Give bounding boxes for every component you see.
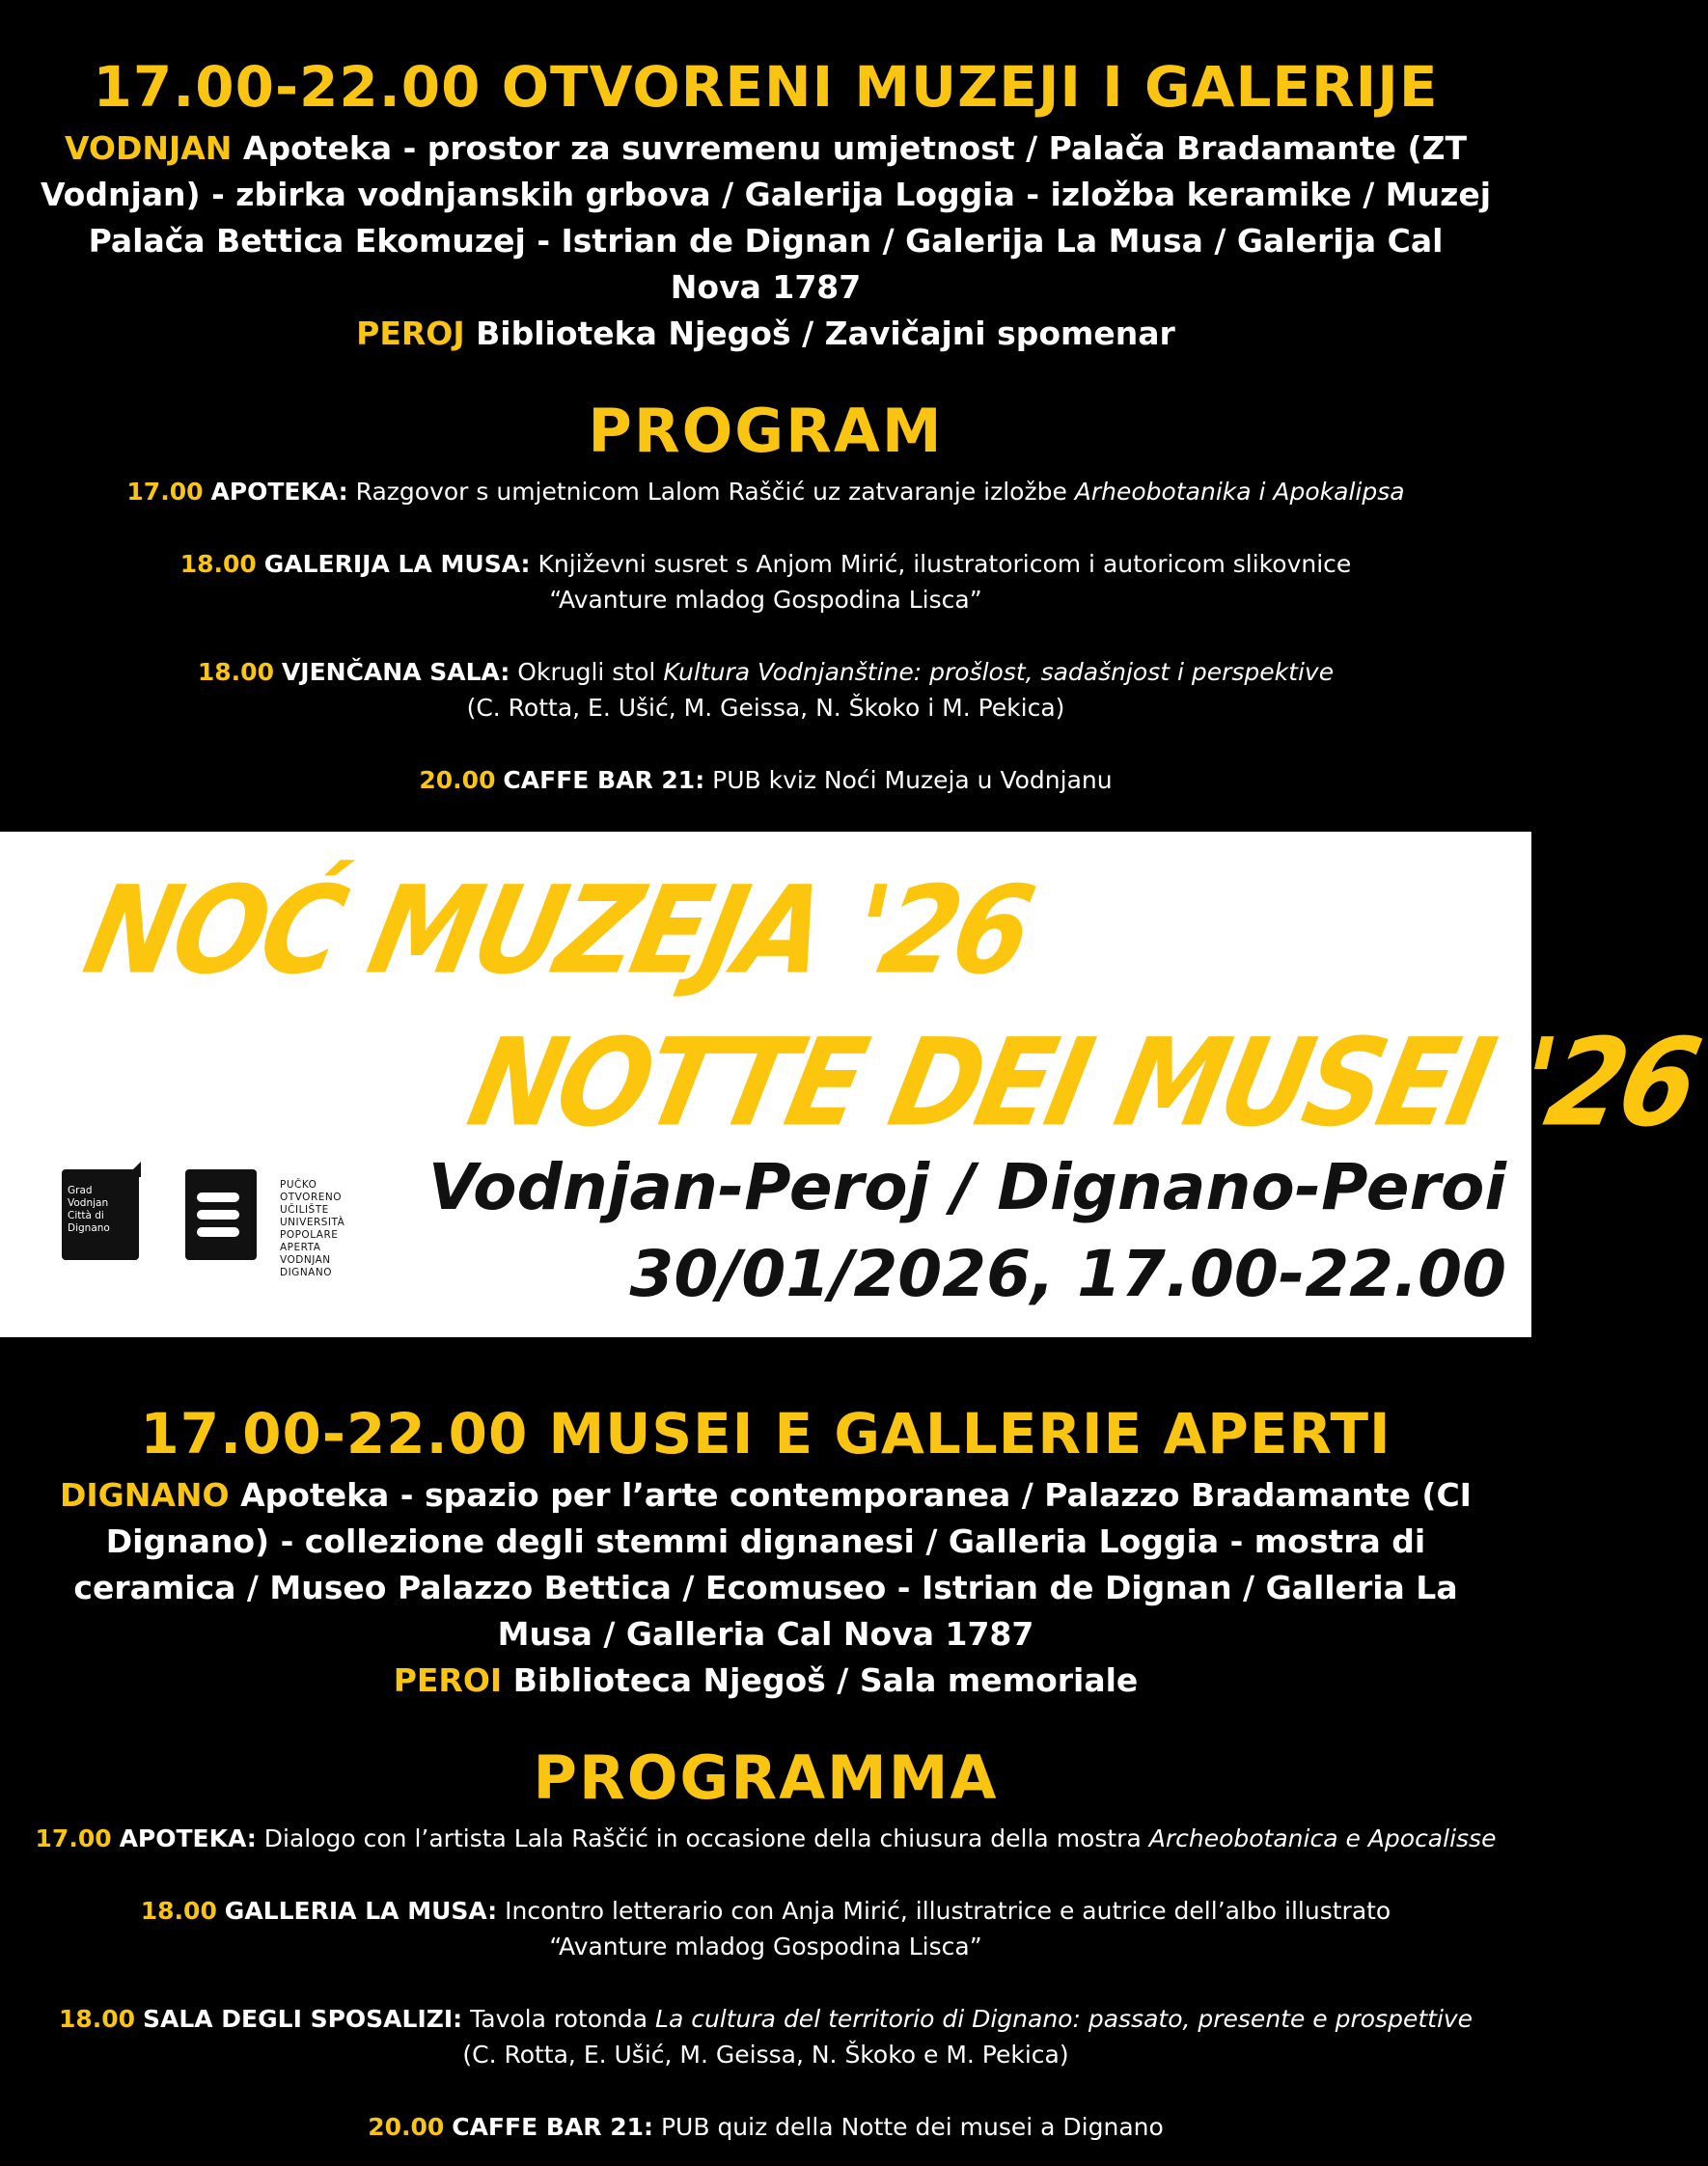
pou-logo-icon [185, 1169, 257, 1260]
it-venues [0, 1472, 1531, 1704]
hr-program-list [0, 474, 1531, 798]
it-program-item: 20.00 CAFFE BAR 21: PUB quiz della Notte dei musei a Dignano [368, 2113, 1164, 2141]
it-program-item: 17.00 APOTEKA: Dialogo con l’artista Lala Raščić in occasione della chiusura della mostra Archeobotanica e Apocalisse [35, 1824, 1497, 1852]
it-program-list [0, 1821, 1531, 2145]
event-date: 30/01/2026, 17.00-22.00 [629, 1237, 1506, 1311]
it-header: 17.00-22.00 MUSEI E GALLERIE APERTI [140, 1401, 1391, 1467]
pou-logo-text: PUČKO OTVORENO UČILIŠTE UNIVERSITÀ POPOLARE APERTA VODNJAN DIGNANO [280, 1179, 345, 1278]
title-it: NOTTE DEI MUSEI '26 [457, 1013, 1708, 1154]
croatian-section [0, 0, 1531, 832]
it-program-title: PROGRAMMA [533, 1742, 999, 1813]
it-venue-dignano: DIGNANO Apoteka - spazio per l’arte contemporanea / Palazzo Bradamante (CI Dignano) - collezione degli stemmi dignanesi / Galleria Loggia - mostra di ceramica / Museo Palazzo Bettica / Ecomuseo - Istrian de Dignan / Galleria La Musa / Galleria Cal Nova 1787 [60, 1476, 1472, 1653]
hr-venue-vodnjan: VODNJAN Apoteka - prostor za suvremenu umjetnost / Palača Bradamante (ZT Vodnjan) - zbirka vodnjanskih grbova / Galerija Loggia - izložba keramike / Muzej Palača Bettica Ekomuzej - Istrian de Dignan / Galerija La Musa / Galerija Cal Nova 1787 [40, 129, 1492, 306]
hr-venue-peroj: PEROJ Biblioteka Njegoš / Zavičajni spomenar [356, 315, 1175, 352]
hr-program-item: 18.00 GALERIJA LA MUSA: Književni susret s Anjom Mirić, ilustratoricom i autoricom slikovnice “Avanture mladog Gospodina Lisca” [179, 550, 1352, 614]
italian-section [0, 1337, 1531, 2166]
it-venue-peroi: PEROI Biblioteca Njegoš / Sala memoriale [393, 1661, 1139, 1699]
hr-program-title: PROGRAM [588, 396, 944, 466]
hr-venues [0, 125, 1531, 357]
hr-program-item: 18.00 VJENČANA SALA: Okrugli stol Kultura Vodnjanštine: prošlost, sadašnjost i perspektive (C. Rotta, E. Ušić, M. Geissa, N. Škoko i M. Pekica) [197, 658, 1335, 722]
title-hr: NOĆ MUZEJA '26 [73, 861, 1042, 1001]
event-place: Vodnjan-Peroj / Dignano-Peroi [427, 1150, 1506, 1224]
it-program-item: 18.00 SALA DEGLI SPOSALIZI: Tavola rotonda La cultura del territorio di Dignano: passato, presente e prospettive (C. Rotta, E. Ušić, M. Geissa, N. Škoko e M. Pekica) [58, 2005, 1474, 2069]
hr-program-item: 17.00 APOTEKA: Razgovor s umjetnicom Lalom Raščić uz zatvaranje izložbe Arheobotanika i Apokalipsa [126, 478, 1405, 506]
banner [0, 832, 1708, 1337]
it-program-item: 18.00 GALLERIA LA MUSA: Incontro letterario con Anja Mirić, illustratrice e autrice dell’albo illustrato “Avanture mladog Gospodina Lisca” [140, 1897, 1391, 1960]
grad-vodnjan-logo: Grad Vodnjan Città di Dignano [62, 1169, 139, 1260]
hr-program-item: 20.00 CAFFE BAR 21: PUB kviz Noći Muzeja u Vodnjanu [419, 766, 1113, 794]
hr-header: 17.00-22.00 OTVORENI MUZEJI I GALERIJE [93, 54, 1439, 120]
